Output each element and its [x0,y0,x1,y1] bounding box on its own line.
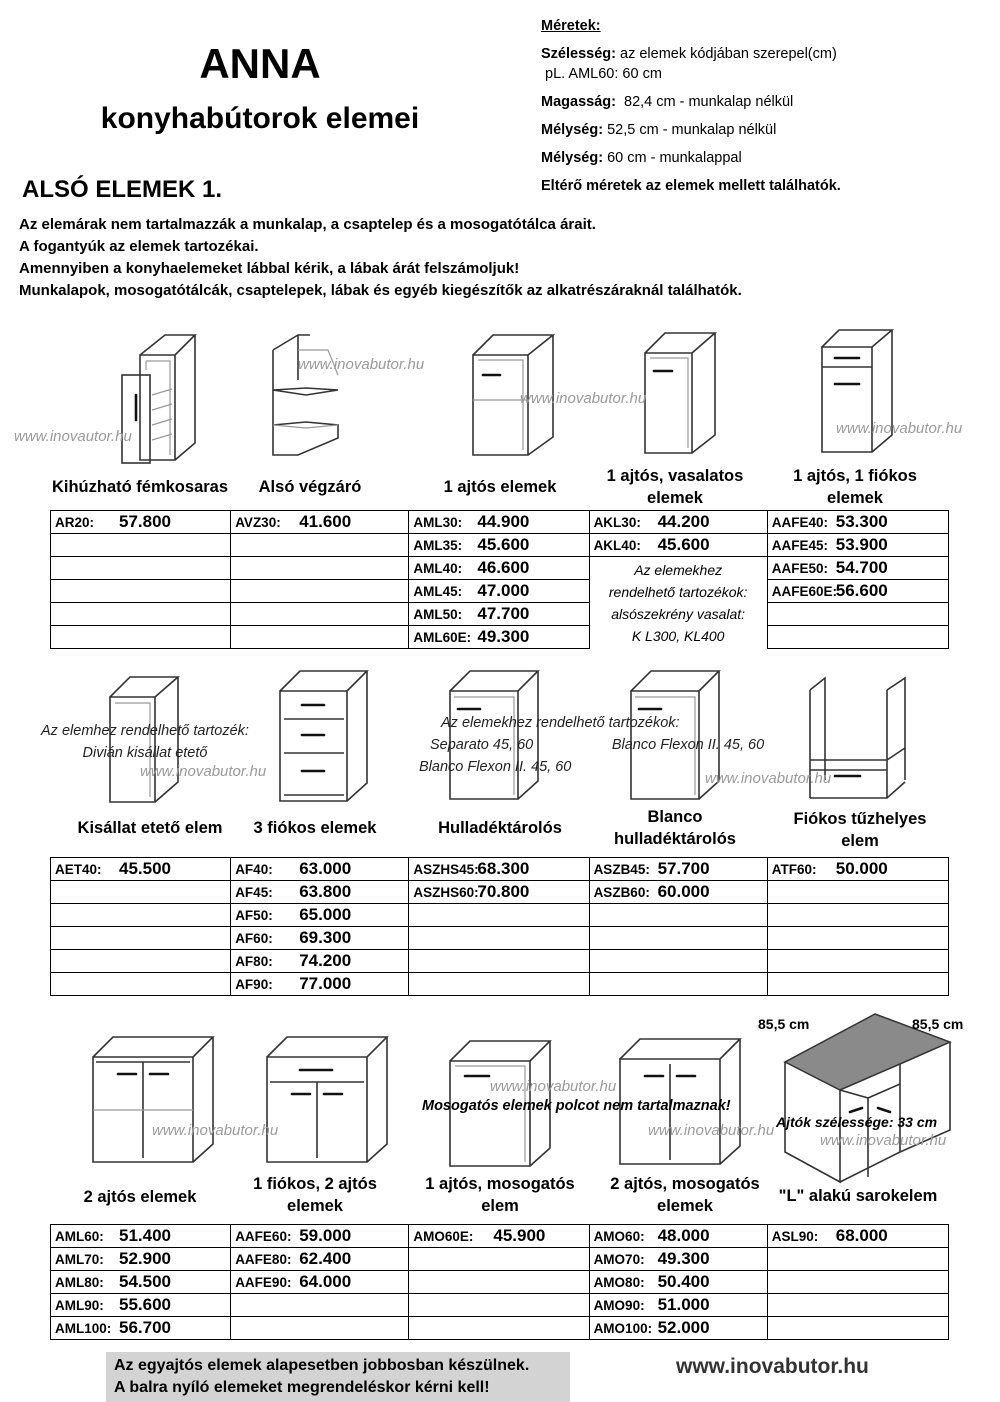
product-price: 52.900 [119,1249,171,1268]
product-code: AMO60E: [413,1229,474,1244]
product-price: 48.000 [657,1226,710,1245]
product-price: 45.600 [657,535,710,554]
table-row [51,1271,949,1294]
product-price: 54.500 [119,1272,171,1291]
cabinet-1-door-hinged-image [640,323,720,458]
height-label: Magasság: [541,94,616,110]
label-pullout-basket: Kihúzható fémkosaras [51,478,229,496]
table-row [51,973,949,996]
product-price: 64.000 [299,1272,352,1291]
watermark: www.inovabutor.hu [836,420,963,437]
product-code: AVZ30: [235,515,281,530]
depth1-value: 52,5 cm - munkalap nélkül [607,122,777,138]
product-price: 50.000 [835,859,888,878]
cabinet-3-drawer-image [272,663,372,805]
product-code: AMO100: [593,1321,653,1336]
product-price: 53.300 [835,512,888,531]
product-code: AAFE90: [235,1275,292,1290]
product-code: AMO90: [593,1298,645,1313]
product-price: 47.700 [477,604,530,623]
product-price: 60.000 [657,882,710,901]
table-row [51,580,949,603]
cabinet-1-drawer-2-door-image [262,1032,392,1167]
table-row [51,603,949,626]
watermark: www.inovautor.hu [14,428,132,445]
depth1-label: Mélység: [541,122,604,138]
product-code: AAFE50: [771,561,829,576]
product-price: 53.900 [835,535,888,554]
product-code: AF60: [235,931,273,946]
product-price: 77.000 [299,974,352,993]
product-price: 56.700 [119,1318,171,1337]
product-price: 59.000 [299,1226,352,1245]
table-row [51,1294,949,1317]
product-code: AKL30: [593,515,641,530]
product-price: 45.600 [477,535,530,554]
product-price: 51.400 [119,1226,171,1245]
footer-line: A balra nyíló elemeket megrendeléskor kérni kell! [114,1379,490,1396]
product-price: 46.600 [477,558,530,577]
product-code: AML60: [55,1229,104,1244]
page-title: ANNA [199,40,321,87]
table-row [51,1225,949,1248]
width-value: az elemek kódjában szerepel(cm) [620,46,837,62]
product-code: AML45: [413,584,463,599]
label-1-drawer-2-door: 1 fiókos, 2 ajtós elemek [253,1175,377,1215]
dimensions-heading: Méretek: [541,18,601,34]
product-code: AMO60: [593,1229,645,1244]
height-value: 82,4 cm - munkalap nélkül [624,94,794,110]
product-code: AML35: [413,538,463,553]
product-code: AML100: [55,1321,112,1336]
accessory-note-pet-feeder: Az elemhez rendelhető tartozék: Divián kisállat etető [41,723,249,761]
product-code: AAFE60E: [771,584,838,599]
table-row [51,950,949,973]
product-price: 62.400 [299,1249,352,1268]
table-row [51,881,949,904]
product-code: AF80: [235,954,273,969]
door-width-note: Ajtók szélessége: 33 cm [776,1114,938,1130]
label-1-door-hinged: 1 ajtós, vasalatos elemek [606,467,744,507]
corner-dimension-left: 85,5 cm [758,1016,810,1032]
table-row [51,1317,949,1340]
accessory-note-waste: Az elemekhez rendelhető tartozékok: Separato 45, 60 Blanco Flexon II. 45, 60 [419,715,680,775]
table-row [51,1248,949,1271]
notes-block [19,214,989,302]
product-code: AAFE80: [235,1252,292,1267]
product-code: AAFE40: [771,515,829,530]
other-dimensions-note: Eltérő méretek az elemek mellett találhatók. [541,178,841,194]
watermark: www.inovabutor.hu [705,770,832,787]
label-3-drawer: 3 fiókos elemek [253,819,377,837]
product-price: 52.000 [657,1318,710,1337]
product-price: 49.300 [657,1249,710,1268]
label-sink-2-door: 2 ajtós, mosogatós elemek [610,1175,760,1215]
product-code: AML30: [413,515,463,530]
note-line: Az elemárak nem tartalmazzák a munkalap, a csaptelep és a mosogatótálca árait. [19,216,596,233]
watermark: www.inovabutor.hu [648,1122,775,1139]
product-price: 45.900 [493,1226,546,1245]
product-code: AF45: [235,885,273,900]
label-end-shelf: Alsó végzáró [258,478,362,496]
product-price: 63.000 [299,859,352,878]
product-price: 56.600 [835,581,888,600]
watermark: www.inovabutor.hu [820,1132,947,1149]
watermark: www.inovabutor.hu [490,1078,617,1095]
footer-url-link[interactable]: www.inovabutor.hu [676,1355,869,1378]
label-1-door: 1 ajtós elemek [443,478,557,496]
product-price: 68.300 [477,859,530,878]
page-subtitle: konyhabútorok elemei [100,102,420,135]
note-line: Amennyiben a konyhaelemeket lábbal kérik, a lábak árát felszámoljuk! [19,260,520,277]
product-code: AML40: [413,561,463,576]
product-price: 74.200 [299,951,352,970]
product-code: ASZB60: [593,885,650,900]
corner-dimension-right: 85,5 cm [912,1016,964,1032]
product-price: 69.300 [299,928,352,947]
table-row [51,927,949,950]
product-code: ASZHS45: [413,862,479,877]
width-example: pL. AML60: 60 cm [545,66,662,82]
cabinet-l-corner-image [780,1012,960,1182]
price-table-row3 [50,1224,949,1340]
footer-notice [106,1352,570,1402]
product-price: 49.300 [477,627,530,646]
watermark: www.inovabutor.hu [152,1122,279,1139]
product-code: AAFE60: [235,1229,292,1244]
product-price: 44.200 [657,512,710,531]
product-price: 50.400 [657,1272,710,1291]
label-l-corner: "L" alakú sarokelem [778,1187,938,1205]
cabinet-end-shelf-image [268,330,348,460]
product-code: AMO70: [593,1252,645,1267]
product-price: 51.000 [657,1295,710,1314]
label-pet-feeder: Kisállat etető elem [77,819,223,837]
label-2-door: 2 ajtós elemek [83,1188,197,1206]
note-line: A fogantyúk az elemek tartozékai. [19,238,259,255]
product-code: AKL40: [593,538,641,553]
accessory-note-blanco: Blanco Flexon II. 45, 60 [611,737,765,753]
product-code: AAFE45: [771,538,829,553]
label-1-door-1-drawer: 1 ajtós, 1 fiókos elemek [793,467,917,507]
product-price: 44.900 [477,512,530,531]
label-blanco-waste: Blanco hulladéktárolós [614,808,736,848]
width-label: Szélesség: [541,46,616,62]
product-price: 55.600 [119,1295,171,1314]
product-price: 45.500 [119,859,171,878]
product-code: AR20: [55,515,95,530]
product-price: 54.700 [835,558,888,577]
product-code: AF50: [235,908,273,923]
table-row [51,557,949,580]
label-waste-bin: Hulladéktárolós [438,819,562,837]
product-code: AMO80: [593,1275,645,1290]
price-table-row2 [50,857,949,996]
product-price: 63.800 [299,882,352,901]
product-code: ATF60: [771,862,817,877]
section-heading: ALSÓ ELEMEK 1. [22,176,223,203]
product-code: AF90: [235,977,273,992]
note-line: Munkalapok, mosogatótálcák, csaptelepek, lábak és egyéb kiegészítők az alkatrészáraknál találhatók. [19,282,742,299]
product-code: AML70: [55,1252,104,1267]
product-price: 57.700 [657,859,710,878]
cabinet-pullout-basket-image [120,325,200,465]
product-code: ASL90: [771,1229,819,1244]
watermark: www.inovabutor.hu [140,763,267,780]
sink-shelf-note: Mosogatós elemek polcot nem tartalmaznak! [422,1098,731,1114]
table-row [51,534,949,557]
product-price: 57.800 [119,512,171,531]
watermark: www.inovabutor.hu [520,390,647,407]
product-price: 70.800 [477,882,530,901]
footer-line: Az egyajtós elemek alapesetben jobbosban készülnek. [114,1357,530,1374]
dimensions-block [541,12,991,200]
label-oven-drawer: Fiókos tűzhelyes elem [793,810,927,850]
product-price: 65.000 [299,905,352,924]
product-code: AML50: [413,607,463,622]
accessory-note: Az elemekhez rendelhető tartozékok: alsószekrény vasalat: K L300, KL400 [589,557,767,649]
price-table-row1 [50,510,949,649]
product-code: AF40: [235,862,273,877]
table-row [51,511,949,534]
watermark: www.inovabutor.hu [298,356,425,373]
product-code: AML80: [55,1275,104,1290]
product-code: ASZB45: [593,862,650,877]
depth2-value: 60 cm - munkalappal [607,150,742,166]
product-price: 41.600 [299,512,352,531]
cabinet-2-door-image [88,1032,218,1167]
product-price: 47.000 [477,581,530,600]
product-price: 68.000 [835,1226,888,1245]
product-code: AET40: [55,862,102,877]
table-row [51,904,949,927]
label-sink-1-door: 1 ajtós, mosogatós elem [425,1175,575,1215]
depth2-label: Mélység: [541,150,604,166]
product-code: ASZHS60: [413,885,479,900]
product-code: AML90: [55,1298,104,1313]
product-code: AML60E: [413,630,472,645]
table-row [51,858,949,881]
table-row [51,626,949,649]
